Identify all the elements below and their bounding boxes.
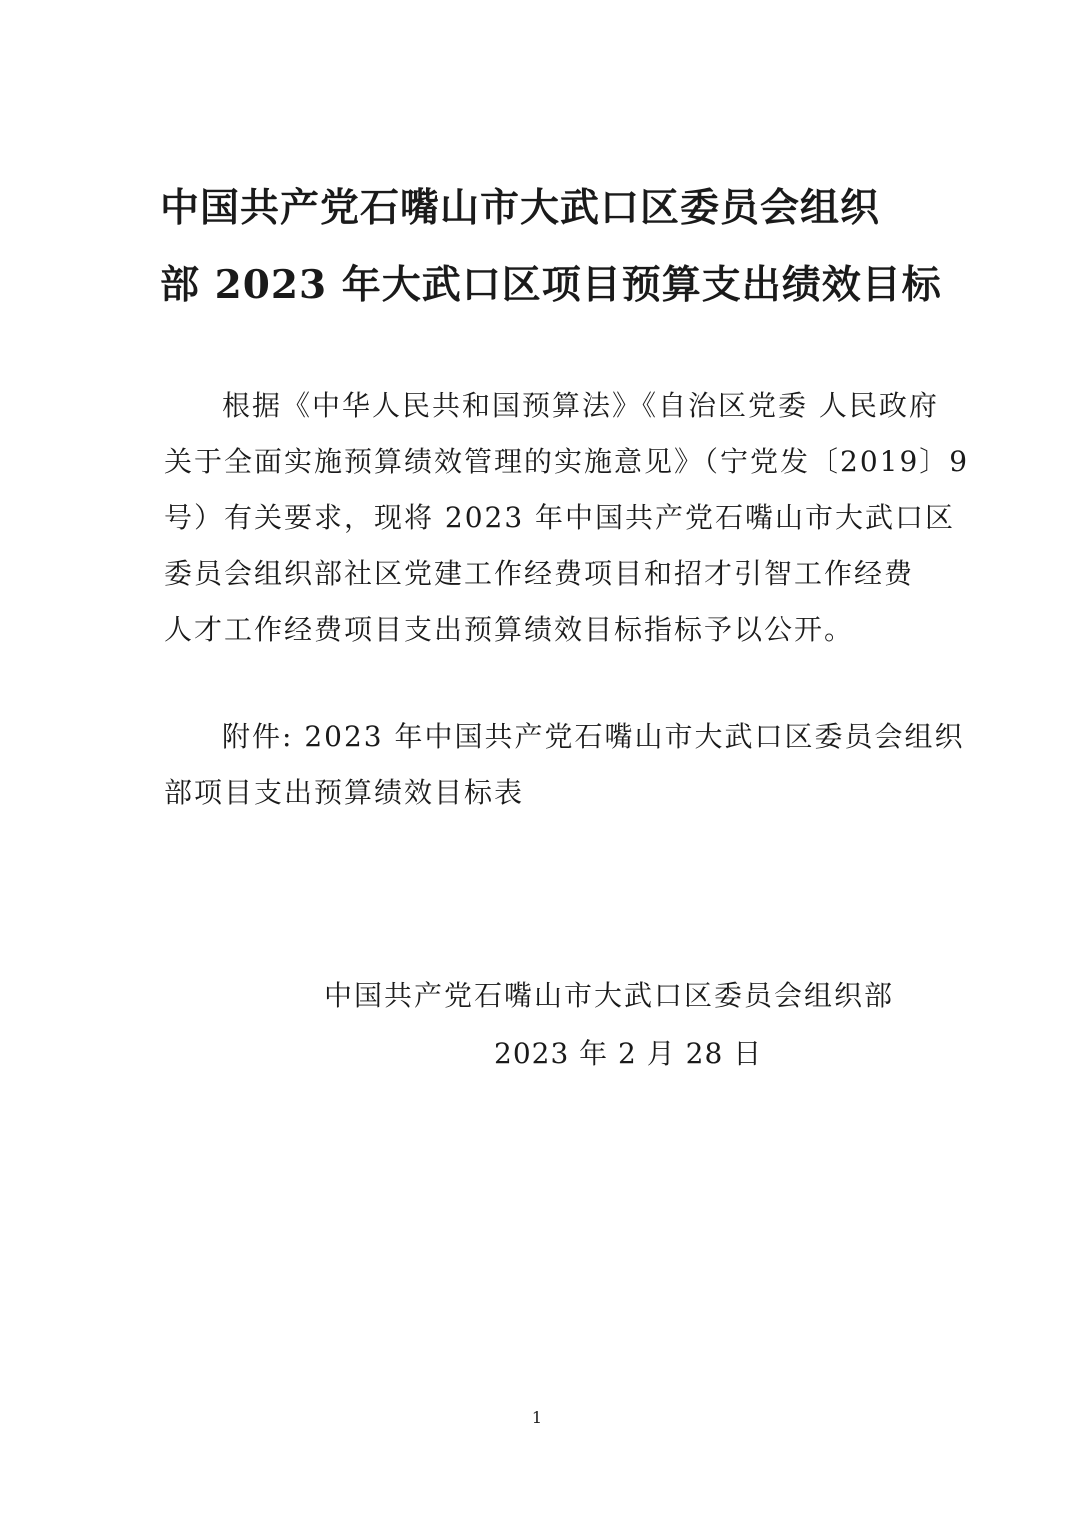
signature-date: 2023 年 2 月 28 日 — [494, 1037, 763, 1070]
body-paragraph-line-2: 关于全面实施预算绩效管理的实施意见》（宁党发〔2019〕9 — [164, 445, 970, 478]
page-number: 1 — [531, 1408, 543, 1427]
body-paragraph-line-4: 委员会组织部社区党建工作经费项目和招才引智工作经费 — [164, 557, 915, 590]
body-paragraph-line-5: 人才工作经费项目支出预算绩效目标指标予以公开。 — [164, 613, 855, 646]
attachment-line-2: 部项目支出预算绩效目标表 — [164, 776, 525, 809]
attachment-line-1: 附件: 2023 年中国共产党石嘴山市大武口区委员会组织 — [222, 720, 965, 753]
document-title-line-2: 部 2023 年大武口区项目预算支出绩效目标 — [160, 262, 942, 308]
signature-organization: 中国共产党石嘴山市大武口区委员会组织部 — [324, 979, 895, 1012]
body-paragraph-line-3: 号）有关要求，现将 2023 年中国共产党石嘴山市大武口区 — [164, 501, 956, 534]
body-paragraph-line-1: 根据《中华人民共和国预算法》《自治区党委 人民政府 — [222, 389, 939, 422]
document-title-line-1: 中国共产党石嘴山市大武口区委员会组织 — [160, 185, 881, 231]
